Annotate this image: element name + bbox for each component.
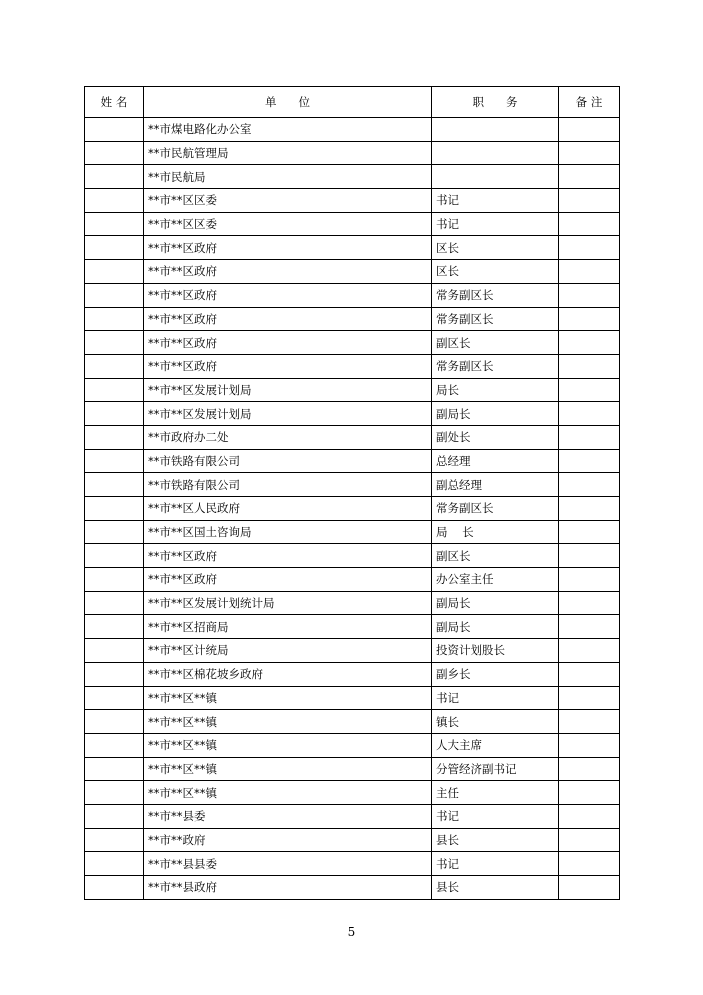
cell-unit: **市**区区委 bbox=[144, 212, 432, 236]
cell-note bbox=[559, 876, 620, 900]
cell-duty: 区长 bbox=[432, 236, 559, 260]
cell-name bbox=[85, 118, 144, 142]
cell-note bbox=[559, 804, 620, 828]
cell-duty: 分管经济副书记 bbox=[432, 757, 559, 781]
cell-note bbox=[559, 473, 620, 497]
table-row bbox=[85, 733, 620, 757]
table-row bbox=[85, 497, 620, 521]
cell-unit: **市民航局 bbox=[144, 165, 432, 189]
cell-duty: 副处长 bbox=[432, 425, 559, 449]
cell-name bbox=[85, 662, 144, 686]
table-row bbox=[85, 449, 620, 473]
cell-name bbox=[85, 236, 144, 260]
cell-duty: 常务副区长 bbox=[432, 497, 559, 521]
table-row bbox=[85, 331, 620, 355]
cell-name bbox=[85, 402, 144, 426]
cell-unit: **市**政府 bbox=[144, 828, 432, 852]
cell-unit: **市铁路有限公司 bbox=[144, 449, 432, 473]
cell-name bbox=[85, 283, 144, 307]
cell-note bbox=[559, 639, 620, 663]
cell-unit: **市**区**镇 bbox=[144, 733, 432, 757]
cell-duty: 办公室主任 bbox=[432, 568, 559, 592]
table-row bbox=[85, 425, 620, 449]
cell-note bbox=[559, 236, 620, 260]
cell-unit: **市**区政府 bbox=[144, 354, 432, 378]
table-row bbox=[85, 757, 620, 781]
header-duty: 职 务 bbox=[432, 87, 559, 118]
cell-note bbox=[559, 828, 620, 852]
cell-name bbox=[85, 378, 144, 402]
table-row bbox=[85, 615, 620, 639]
cell-duty bbox=[432, 165, 559, 189]
cell-duty: 镇长 bbox=[432, 710, 559, 734]
table-row bbox=[85, 402, 620, 426]
cell-note bbox=[559, 212, 620, 236]
table-row bbox=[85, 710, 620, 734]
cell-unit: **市**区政府 bbox=[144, 307, 432, 331]
cell-name bbox=[85, 591, 144, 615]
cell-unit: **市**区发展计划局 bbox=[144, 378, 432, 402]
cell-note bbox=[559, 331, 620, 355]
table-row bbox=[85, 639, 620, 663]
cell-duty: 县长 bbox=[432, 828, 559, 852]
cell-name bbox=[85, 449, 144, 473]
cell-duty: 副局长 bbox=[432, 615, 559, 639]
table-row bbox=[85, 189, 620, 213]
table-row bbox=[85, 662, 620, 686]
cell-name bbox=[85, 828, 144, 852]
cell-note bbox=[559, 544, 620, 568]
personnel-table bbox=[84, 86, 620, 900]
cell-unit: **市**区政府 bbox=[144, 236, 432, 260]
cell-name bbox=[85, 165, 144, 189]
cell-name bbox=[85, 544, 144, 568]
cell-note bbox=[559, 615, 620, 639]
cell-name bbox=[85, 307, 144, 331]
cell-unit: **市**区棉花坡乡政府 bbox=[144, 662, 432, 686]
header-unit: 单 位 bbox=[144, 87, 432, 118]
cell-unit: **市**区国土咨询局 bbox=[144, 520, 432, 544]
cell-note bbox=[559, 402, 620, 426]
cell-unit: **市**区政府 bbox=[144, 283, 432, 307]
cell-duty: 副局长 bbox=[432, 591, 559, 615]
cell-name bbox=[85, 639, 144, 663]
cell-name bbox=[85, 615, 144, 639]
cell-note bbox=[559, 141, 620, 165]
table-row bbox=[85, 473, 620, 497]
cell-unit: **市**区**镇 bbox=[144, 757, 432, 781]
cell-name bbox=[85, 733, 144, 757]
cell-duty: 副区长 bbox=[432, 544, 559, 568]
cell-unit: **市政府办二处 bbox=[144, 425, 432, 449]
table-row bbox=[85, 118, 620, 142]
cell-note bbox=[559, 852, 620, 876]
cell-unit: **市铁路有限公司 bbox=[144, 473, 432, 497]
table-row bbox=[85, 544, 620, 568]
cell-duty: 常务副区长 bbox=[432, 307, 559, 331]
cell-unit: **市**县委 bbox=[144, 804, 432, 828]
cell-name bbox=[85, 141, 144, 165]
cell-unit: **市民航管理局 bbox=[144, 141, 432, 165]
cell-duty: 总经理 bbox=[432, 449, 559, 473]
table-row bbox=[85, 591, 620, 615]
table-row bbox=[85, 236, 620, 260]
table-row bbox=[85, 804, 620, 828]
header-name: 姓 名 bbox=[85, 87, 144, 118]
cell-unit: **市**区区委 bbox=[144, 189, 432, 213]
cell-note bbox=[559, 165, 620, 189]
table-row bbox=[85, 354, 620, 378]
table-row bbox=[85, 852, 620, 876]
cell-note bbox=[559, 307, 620, 331]
cell-note bbox=[559, 686, 620, 710]
cell-unit: **市**区招商局 bbox=[144, 615, 432, 639]
table-row bbox=[85, 283, 620, 307]
cell-unit: **市**区发展计划统计局 bbox=[144, 591, 432, 615]
cell-duty: 书记 bbox=[432, 189, 559, 213]
table-row bbox=[85, 520, 620, 544]
cell-unit: **市**县政府 bbox=[144, 876, 432, 900]
cell-name bbox=[85, 804, 144, 828]
cell-unit: **市**区**镇 bbox=[144, 686, 432, 710]
cell-name bbox=[85, 852, 144, 876]
cell-unit: **市**区政府 bbox=[144, 331, 432, 355]
cell-name bbox=[85, 189, 144, 213]
cell-note bbox=[559, 449, 620, 473]
table-row bbox=[85, 378, 620, 402]
cell-note bbox=[559, 662, 620, 686]
cell-note bbox=[559, 283, 620, 307]
cell-unit: **市**区人民政府 bbox=[144, 497, 432, 521]
table-row bbox=[85, 828, 620, 852]
cell-note bbox=[559, 118, 620, 142]
cell-duty bbox=[432, 141, 559, 165]
cell-name bbox=[85, 331, 144, 355]
cell-note bbox=[559, 520, 620, 544]
cell-name bbox=[85, 354, 144, 378]
cell-unit: **市**区政府 bbox=[144, 260, 432, 284]
cell-note bbox=[559, 354, 620, 378]
cell-unit: **市**区政府 bbox=[144, 568, 432, 592]
cell-duty: 副区长 bbox=[432, 331, 559, 355]
cell-name bbox=[85, 497, 144, 521]
cell-duty: 人大主席 bbox=[432, 733, 559, 757]
table-row bbox=[85, 568, 620, 592]
cell-name bbox=[85, 425, 144, 449]
cell-duty: 常务副区长 bbox=[432, 283, 559, 307]
cell-unit: **市**区**镇 bbox=[144, 781, 432, 805]
table-header-row bbox=[85, 87, 620, 118]
cell-duty: 局长 bbox=[432, 378, 559, 402]
cell-duty: 书记 bbox=[432, 686, 559, 710]
cell-note bbox=[559, 425, 620, 449]
cell-note bbox=[559, 568, 620, 592]
cell-name bbox=[85, 710, 144, 734]
cell-duty: 县长 bbox=[432, 876, 559, 900]
cell-unit: **市**区发展计划局 bbox=[144, 402, 432, 426]
cell-unit: **市煤电路化办公室 bbox=[144, 118, 432, 142]
header-note: 备 注 bbox=[559, 87, 620, 118]
cell-note bbox=[559, 757, 620, 781]
cell-name bbox=[85, 781, 144, 805]
cell-unit: **市**区**镇 bbox=[144, 710, 432, 734]
cell-name bbox=[85, 686, 144, 710]
cell-duty bbox=[432, 118, 559, 142]
table-row bbox=[85, 876, 620, 900]
cell-name bbox=[85, 876, 144, 900]
table-row bbox=[85, 686, 620, 710]
cell-note bbox=[559, 497, 620, 521]
page-number: 5 bbox=[347, 925, 356, 939]
cell-duty: 常务副区长 bbox=[432, 354, 559, 378]
cell-note bbox=[559, 733, 620, 757]
cell-unit: **市**区计统局 bbox=[144, 639, 432, 663]
cell-unit: **市**县县委 bbox=[144, 852, 432, 876]
cell-note bbox=[559, 591, 620, 615]
cell-duty: 副总经理 bbox=[432, 473, 559, 497]
cell-duty: 副乡长 bbox=[432, 662, 559, 686]
cell-note bbox=[559, 781, 620, 805]
cell-note bbox=[559, 189, 620, 213]
table-row bbox=[85, 141, 620, 165]
cell-note bbox=[559, 710, 620, 734]
cell-note bbox=[559, 260, 620, 284]
cell-duty: 局 长 bbox=[432, 520, 559, 544]
cell-name bbox=[85, 473, 144, 497]
table-row bbox=[85, 260, 620, 284]
cell-duty: 区长 bbox=[432, 260, 559, 284]
table-row bbox=[85, 781, 620, 805]
cell-duty: 书记 bbox=[432, 852, 559, 876]
table-row bbox=[85, 165, 620, 189]
cell-name bbox=[85, 212, 144, 236]
table-body bbox=[85, 118, 620, 900]
cell-duty: 主任 bbox=[432, 781, 559, 805]
cell-unit: **市**区政府 bbox=[144, 544, 432, 568]
cell-name bbox=[85, 260, 144, 284]
cell-name bbox=[85, 520, 144, 544]
cell-name bbox=[85, 757, 144, 781]
cell-duty: 书记 bbox=[432, 804, 559, 828]
cell-name bbox=[85, 568, 144, 592]
cell-duty: 副局长 bbox=[432, 402, 559, 426]
cell-note bbox=[559, 378, 620, 402]
table-row bbox=[85, 212, 620, 236]
cell-duty: 投资计划股长 bbox=[432, 639, 559, 663]
cell-duty: 书记 bbox=[432, 212, 559, 236]
table-row bbox=[85, 307, 620, 331]
